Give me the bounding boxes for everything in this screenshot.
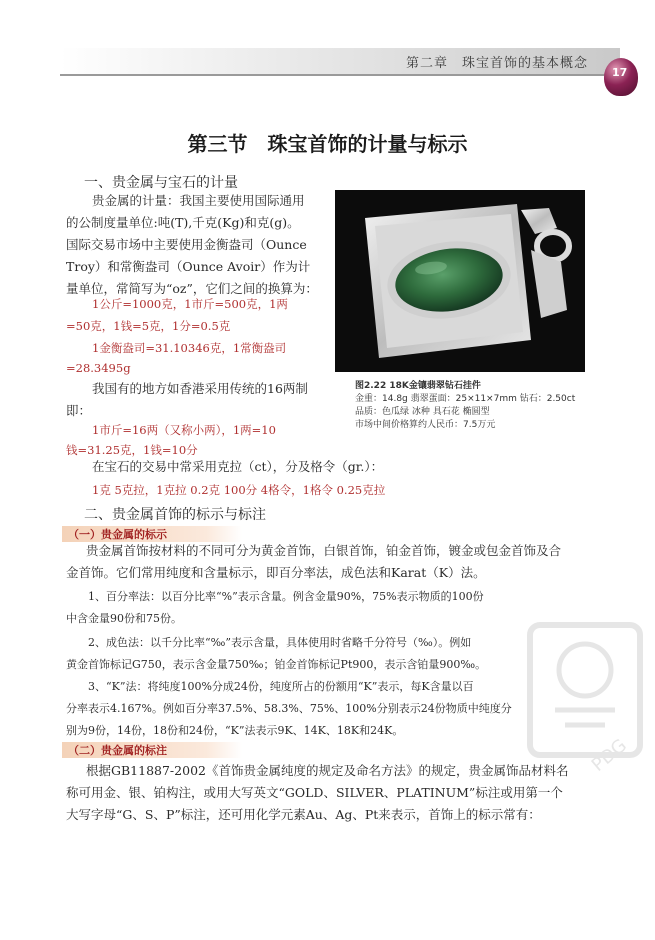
item-line: 黄金首饰标记G750，表示含金量750‰；铂金首饰标记Pt900，表示含铂量900‰。 [66,658,487,671]
paragraph-line: 贵金属的计量：我国主要使用国际通用 [92,193,305,208]
watermark-text: PDG [587,735,631,776]
page-header [0,0,655,100]
page-number: 17 [612,66,628,79]
paragraph-line: 贵金属首饰按材料的不同可分为黄金首饰，白银首饰，铂金首饰，镀金或包金首饰及合 [86,543,562,558]
paragraph-line: 在宝石的交易中常采用克拉（ct），分及格令（gr.）： [92,459,384,474]
caption-line: 市场中间价格算约人民币：7.5万元 [355,420,496,430]
heading-part1: 一、贵金属与宝石的计量 [84,175,238,191]
paragraph-line: 国际交易市场中主要使用金衡盎司（Ounce [66,237,307,252]
conversion-line: 钱=31.25克，1钱=10分 [66,443,198,457]
conversion-line: 1金衡盎司=31.10346克，1常衡盎司 [92,341,287,355]
header-rule [60,74,620,76]
paragraph-line: 我国有的地方如香港采用传统的16两制 [92,381,308,396]
paragraph-line: 量单位，常简写为“oz”，它们之间的换算为： [66,281,318,296]
item-line: 3、“K”法：将纯度100%分成24份，纯度所占的份额用“K”表示，每K含量以百 [88,680,474,693]
chapter-title: 第二章 珠宝首饰的基本概念 [406,56,589,71]
item-line: 分率表示4.167%。例如百分率37.5%、58.3%、75%、100%分别表示24份物质中纯度分 [66,702,512,715]
conversion-line: 1市斤=16两（又称小两），1两=10 [92,423,276,437]
subheading-labeling: （二）贵金属的标注 [68,744,167,757]
jade-pendant-photo [335,190,585,372]
jade-pendant-image [335,190,585,372]
item-line: 别为9份，14份，18份和24份，“K”法表示9K、14K、18K和24K。 [66,724,404,737]
item-line: 1、百分率法：以百分比率“%”表示含量。例含金量90%，75%表示物质的100份 [88,590,484,603]
paragraph-line: 金首饰。它们常用纯度和含量标示，即百分率法，成色法和Karat（K）法。 [66,565,486,580]
paragraph-line: 根据GB11887-2002《首饰贵金属纯度的规定及命名方法》的规定，贵金属饰品材料名 [86,763,569,778]
conversion-line: 1公斤=1000克，1市斤=500克，1两 [92,297,288,311]
subheading-marking: （一）贵金属的标示 [68,528,167,541]
paragraph-line: Troy）和常衡盎司（Ounce Avoir）作为计 [66,259,311,274]
caption-line: 金重：14.8g 翡翠蛋面：25×11×7mm 钻石：2.50ct [355,394,576,404]
conversion-line: =28.3495g [66,361,131,375]
figure-caption [355,380,575,432]
conversion-line: 1克 5克拉，1克拉 0.2克 100分 4格令，1格令 0.25克拉 [92,483,386,497]
item-line: 2、成色法：以千分比率“‰”表示含量，具体使用时省略千分符号（‰）。例如 [88,636,472,649]
heading-part2: 二、贵金属首饰的标示与标注 [84,507,266,523]
paragraph-line: 大写字母“G、S、P”标注，还可用化学元素Au、Ag、Pt来表示，首饰上的标示常有： [66,807,541,822]
conversion-line: =50克，1钱=5克，1分=0.5克 [66,319,231,333]
section-title: 第三节 珠宝首饰的计量与标示 [187,132,468,156]
paragraph-line: 的公制度量单位:吨(T),千克(Kg)和克(g)。 [66,215,300,230]
paragraph-line: 即： [66,403,92,418]
caption-line: 图2.22 18K金镶翡翠钻石挂件 [355,381,481,391]
paragraph-line: 称可用金、银、铂构注，或用大写英文“GOLD、SILVER、PLATINUM”标注或用第一个 [66,785,563,800]
item-line: 中含金量90份和75份。 [66,612,182,625]
watermark-stamp [520,615,650,775]
caption-line: 品质：色瓜绿 冰种 具石花 椭圆型 [355,407,490,417]
